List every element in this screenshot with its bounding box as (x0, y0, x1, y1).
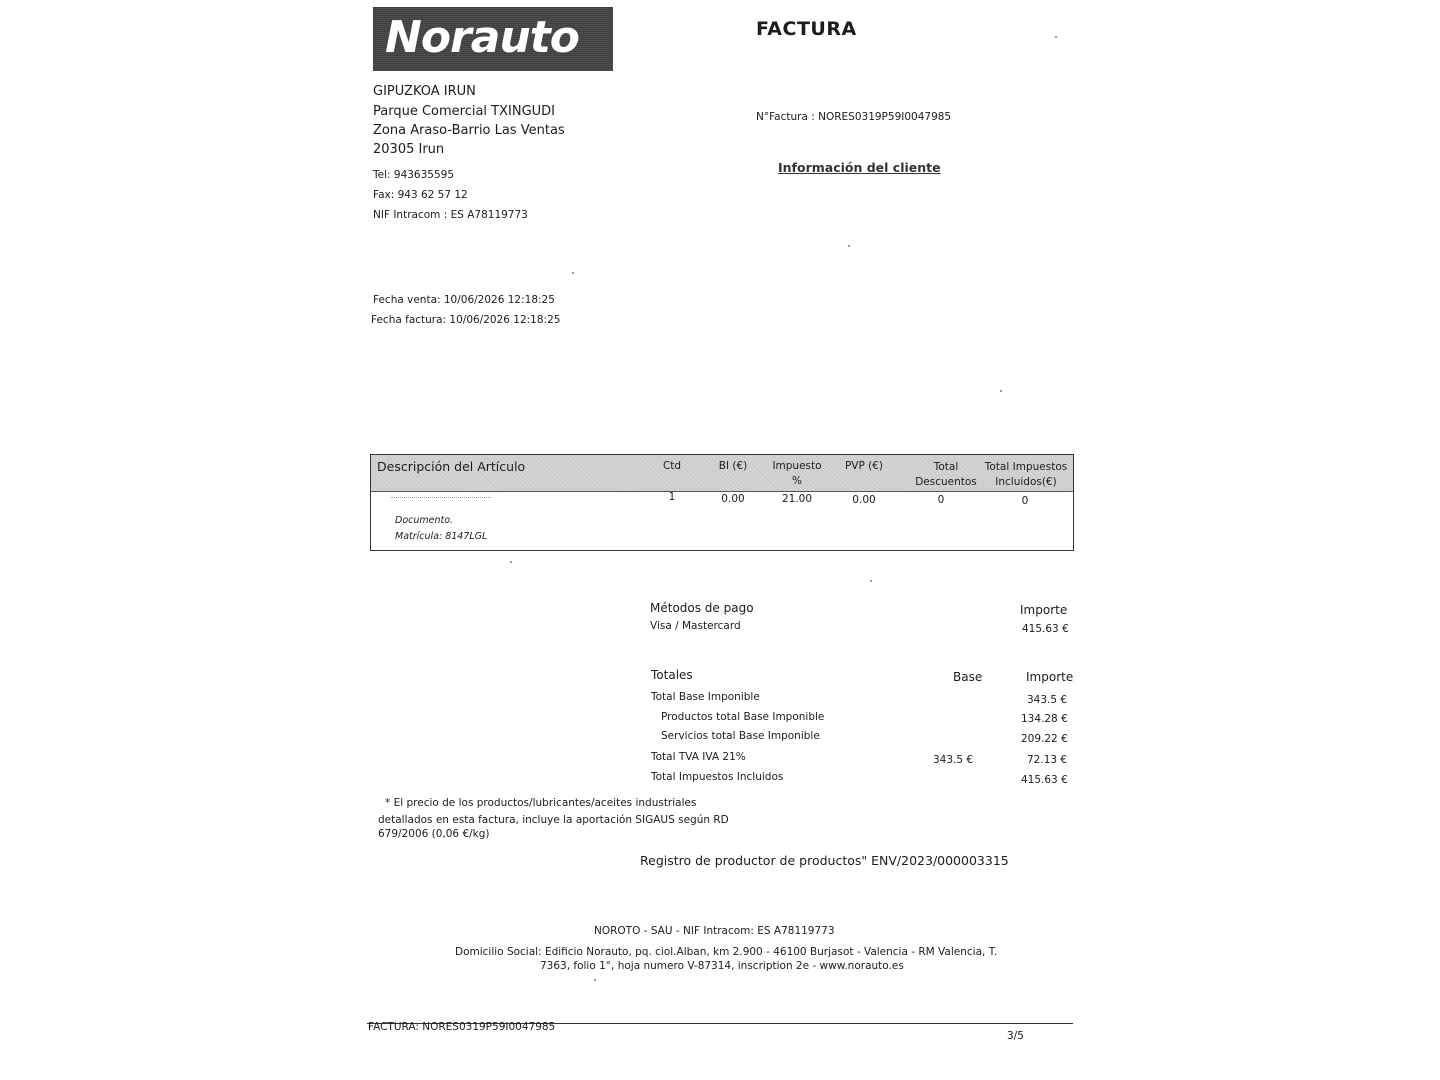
document-title: FACTURA (756, 18, 857, 40)
store-line-2: Parque Comercial TXINGUDI (373, 104, 556, 119)
row-descuentos: 0 (937, 494, 945, 506)
payment-importe-heading: Importe (1020, 603, 1068, 617)
store-line-1: GIPUZKOA IRUN (373, 84, 476, 99)
footer-line-1: NOROTO - SAU - NIF Intracom: ES A78119773 (594, 925, 835, 937)
scan-speck (510, 561, 512, 563)
total-base-label: Total Base Imponible (651, 691, 760, 703)
header-total-descuentos-line2: Descuentos (915, 476, 977, 488)
scan-speck (594, 979, 596, 981)
totals-base-heading: Base (953, 670, 983, 684)
productos-base-label: Productos total Base Imponible (661, 711, 825, 723)
documento-label: Documento. (395, 515, 454, 526)
header-pvp: PVP (€) (844, 460, 884, 472)
redacted-description (391, 497, 491, 499)
page-number: 3/5 (1007, 1030, 1024, 1042)
header-total-impuestos-line2: Incluidos(€) (995, 476, 1057, 488)
payment-heading: Métodos de pago (650, 601, 754, 615)
invoice-number: N°Factura : NORES0319P59I0047985 (756, 111, 952, 123)
row-impuesto: 21.00 (781, 493, 813, 505)
store-fax: Fax: 943 62 57 12 (373, 189, 468, 201)
scan-speck (572, 272, 574, 274)
sigaus-note-line-3: 679/2006 (0,06 €/kg) (378, 828, 490, 840)
header-bi: BI (€) (718, 460, 748, 472)
iva-base: 343.5 € (933, 754, 974, 766)
header-impuesto-line2: % (792, 475, 802, 487)
items-table-header (371, 455, 1073, 492)
scan-speck (1000, 390, 1002, 392)
header-total-descuentos (911, 460, 981, 490)
invoice-date: Fecha factura: 10/06/2026 12:18:25 (371, 314, 561, 326)
footer-line-2: Domicilio Social: Edificio Norauto, pq. ciol.Alban, km 2.900 - 46100 Burjasot - Valencia - RM Valencia, T. (455, 946, 998, 958)
totals-heading: Totales (651, 668, 693, 682)
scan-speck (870, 580, 872, 582)
productos-base-importe: 134.28 € (1021, 713, 1068, 725)
row-ctd: 1 (668, 491, 676, 503)
row-bi: 0.00 (721, 493, 745, 505)
registro-productor: Registro de productor de productos" ENV/2023/000003315 (640, 853, 1009, 868)
totals-importe-heading: Importe (1026, 670, 1074, 684)
total-impuestos-label: Total Impuestos Incluidos (651, 771, 784, 783)
header-total-descuentos-line1: Total (933, 461, 959, 473)
row-total: 0 (1021, 495, 1029, 507)
bottom-factura-ref: FACTURA: NORES0319P59I0047985 (368, 1021, 556, 1033)
scan-speck (848, 245, 850, 247)
store-tel: Tel: 943635595 (373, 169, 455, 181)
sigaus-note-line-1: * El precio de los productos/lubricantes/aceites industriales (385, 797, 697, 809)
payment-method: Visa / Mastercard (650, 620, 741, 632)
scan-speck (1055, 36, 1057, 38)
client-info-heading: Información del cliente (778, 160, 941, 175)
matricula: Matrícula: 8147LGL (395, 531, 488, 542)
footer-line-3: 7363, folio 1°, hoja numero V-87314, inscription 2e - www.norauto.es (540, 960, 904, 972)
iva-importe: 72.13 € (1027, 754, 1068, 766)
header-impuesto (767, 459, 827, 489)
sigaus-note-line-2: detallados en esta factura, incluye la aportación SIGAUS según RD (378, 814, 729, 826)
iva-label: Total TVA IVA 21% (651, 751, 746, 763)
header-total-impuestos-line1: Total Impuestos (984, 461, 1068, 473)
header-impuesto-line1: Impuesto (772, 460, 822, 472)
store-line-3: Zona Araso-Barrio Las Ventas (373, 123, 565, 138)
total-base-importe: 343.5 € (1027, 694, 1068, 706)
norauto-logo (373, 7, 613, 71)
logo-text: Norauto (385, 12, 580, 63)
row-pvp: 0.00 (852, 494, 876, 506)
servicios-base-importe: 209.22 € (1021, 733, 1068, 745)
items-table (370, 454, 1074, 551)
header-ctd: Ctd (662, 460, 682, 472)
sale-date: Fecha venta: 10/06/2026 12:18:25 (373, 294, 555, 306)
servicios-base-label: Servicios total Base Imponible (661, 730, 820, 742)
store-nif: NIF Intracom : ES A78119773 (373, 209, 528, 221)
header-total-impuestos (983, 460, 1069, 490)
store-line-4: 20305 Irun (373, 142, 445, 157)
payment-amount: 415.63 € (1022, 623, 1069, 635)
total-impuestos-importe: 415.63 € (1021, 774, 1068, 786)
header-descripcion: Descripción del Artículo (377, 459, 526, 474)
